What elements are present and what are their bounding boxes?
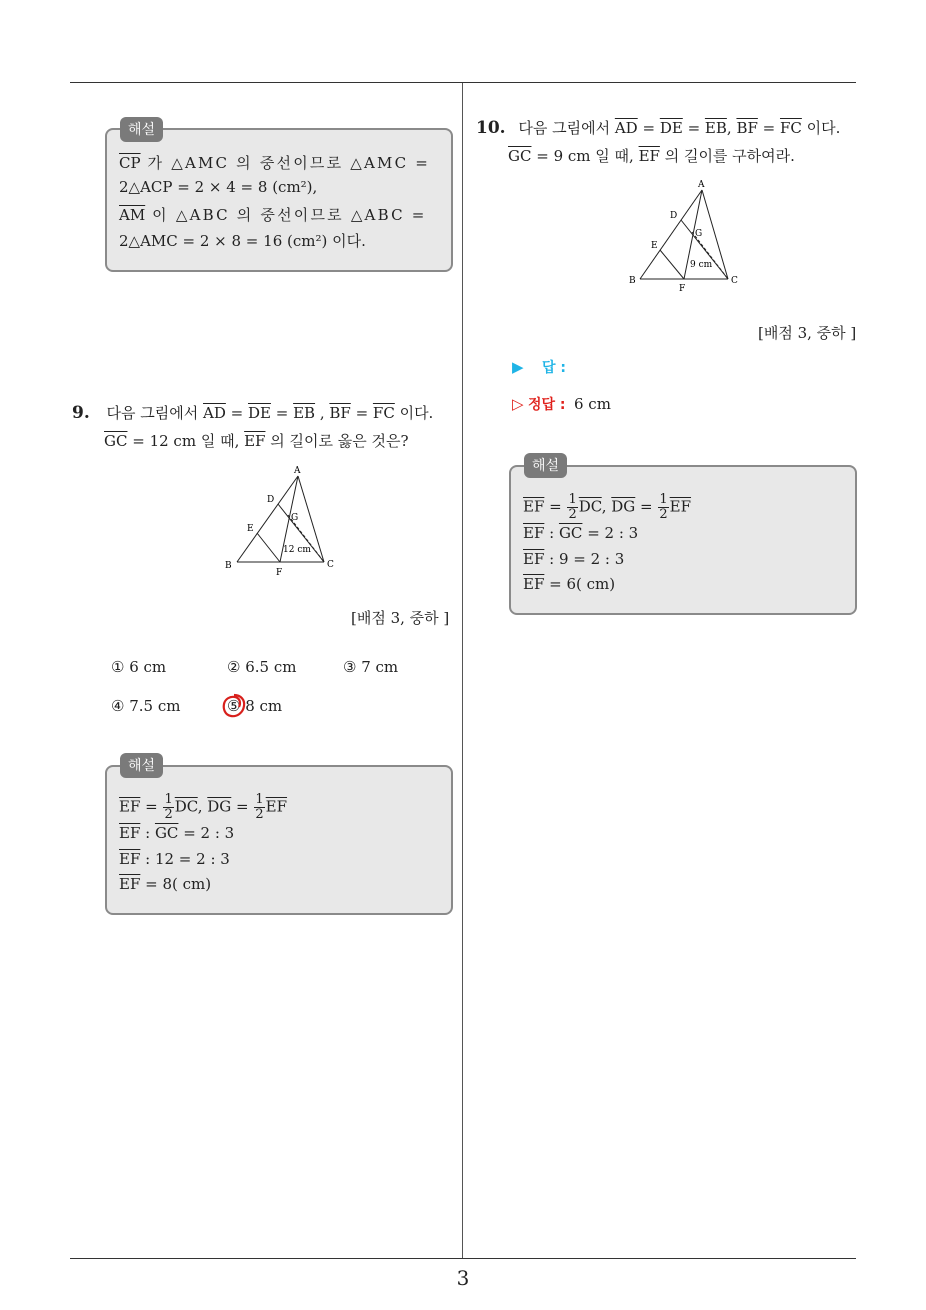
q9-score: [배점 3, 중하 ] [351, 609, 450, 627]
answer-label: 답 : [542, 360, 566, 376]
q10-label-c: C [731, 276, 738, 286]
solution-box-q10: $\overline{EF}$ = $\frac{1}{2}$ $\overline{DC}$, $\overline{DG}$ = $\frac{1}{2}$ $\overline{EF}$ $\overline{EF}$ : $\overline{GC} = 2$ : 3 $\overline{EF}$ : 9 = 2 : 3 $\overline{EF} = 6$( cm) [509, 465, 857, 615]
page-number: 3 [456, 1266, 470, 1290]
q9-sol-line3: $\overline{EF}$ : 12 = 2 : 3 [119, 850, 230, 868]
q10-label-f: F [679, 284, 686, 291]
q9-line1: 9. 다음 그림에서 $\overline{AD} = \overline{DE} = \overline{EB}$ , $\overline{BF} = \overline{FC}$ 이다. [72, 403, 434, 423]
q9-label-b: B [225, 561, 232, 571]
q9-choice-1[interactable]: ① 6 cm [111, 658, 167, 676]
sol8-line3: 이 △ABC 의 중선이므로 △ABC = [145, 206, 427, 224]
q10-label-a: A [698, 180, 705, 190]
q10-line2: $\overline{GC} = 9$ cm 일 때, $\overline{EF}$ 의 길이를 구하여라. [508, 147, 795, 165]
q9-label-g: G [291, 513, 299, 523]
q10-label-b: B [629, 276, 636, 286]
answer-arrow-icon: ▶ [512, 358, 524, 376]
q10-number: 10. [476, 118, 506, 138]
solution-box-q9: $\overline{EF}$ = $\frac{1}{2}$ $\overline{DC}$, $\overline{DG}$ = $\frac{1}{2}$ $\overline{EF}$ $\overline{EF}$ : $\overline{GC} = 2$ : 3 $\overline{EF}$ : 12 = 2 : 3 $\overline{EF} = 8$( cm) [105, 765, 453, 915]
q9-label-a: A [294, 466, 301, 476]
q9-triangle-figure [220, 462, 345, 577]
correct-arrow-icon: ▷ [512, 395, 524, 413]
q9-label-e: E [247, 524, 254, 534]
q9-sol-line4: $\overline{EF} = 8$( cm) [119, 875, 212, 893]
solution-tag-q9: 해설 [120, 753, 163, 778]
q9-label-f: F [276, 568, 283, 577]
q10-score: [배점 3, 중하 ] [758, 324, 857, 342]
q10-sol-line4: $\overline{EF} = 6$( cm) [523, 575, 616, 593]
q10-label-e: E [651, 241, 658, 251]
q10-line1: 10. 다음 그림에서 $\overline{AD} = \overline{DE} = \overline{EB}$, $\overline{BF} = \overline{FC}$ 이다. [476, 118, 841, 138]
correct-label: 정답 : [528, 397, 566, 413]
sol8-line4: 2△AMC = 2 × 8 = 16 (cm²) 이다. [119, 232, 366, 250]
q10-length-label: 9 cm [690, 260, 713, 270]
bottom-rule [70, 1258, 856, 1259]
q10-sol-line2: $\overline{EF}$ : $\overline{GC} = 2$ : 3 [523, 524, 639, 542]
solution-tag-q8: 해설 [120, 117, 163, 142]
q10-label-g: G [695, 229, 703, 239]
solution-box-q8 [105, 128, 453, 272]
solution-tag-q10: 해설 [524, 453, 567, 478]
q9-label-c: C [327, 560, 334, 570]
q9-choice-3[interactable]: ③ 7 cm [343, 658, 399, 676]
answer-mark-circle [219, 691, 249, 721]
segment-am: $\overline{AM}$ [119, 206, 146, 224]
q9-choice-5[interactable]: ⑤ 8 cm [227, 697, 283, 715]
q9-sol-line2: $\overline{EF}$ : $\overline{GC} = 2$ : 3 [119, 824, 235, 842]
sol8-line1: 가 △AMC 의 중선이므로 △AMC = [140, 154, 430, 172]
q9-choice-4[interactable]: ④ 7.5 cm [111, 697, 181, 715]
segment-cp: $\overline{CP}$ [119, 154, 141, 172]
correct-value: 6 cm [573, 395, 611, 413]
answer-row [512, 357, 566, 377]
q9-label-d: D [267, 495, 275, 505]
q10-sol-line3: $\overline{EF}$ : 9 = 2 : 3 [523, 550, 625, 568]
column-divider [462, 83, 463, 1258]
q9-length-label: 12 cm [283, 545, 311, 555]
top-rule [70, 82, 856, 83]
correct-answer-row [512, 394, 611, 414]
sol8-line2: 2△ACP = 2 × 4 = 8 (cm²), [119, 178, 318, 196]
q9-number: 9. [72, 403, 90, 423]
q10-label-d: D [670, 211, 678, 221]
q9-line2: $\overline{GC} = 12$ cm 일 때, $\overline{EF}$ 의 길이로 옳은 것은? [104, 432, 409, 450]
q10-triangle-figure [626, 176, 751, 291]
q9-choice-2[interactable]: ② 6.5 cm [227, 658, 297, 676]
